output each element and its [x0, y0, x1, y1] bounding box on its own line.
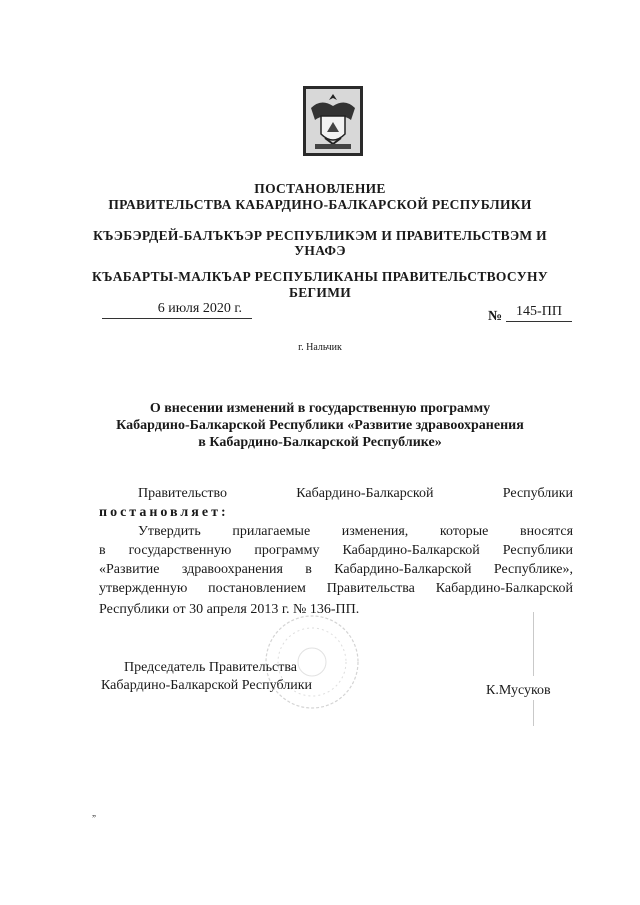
decree-word: постановляет:	[99, 505, 229, 520]
footer-mark: „	[92, 808, 96, 818]
body-line-5: утвержденную постановлением Правительства Кабардино-Балкарской	[99, 581, 573, 596]
issuing-authority-kbd-line1: КЪЭБЭРДЕЙ-БАЛЪКЪЭР РЕСПУБЛИКЭМ И ПРАВИТЕЛЬСТВЭМ И	[93, 228, 547, 243]
body-word: прилагаемые	[232, 524, 311, 539]
body-word: Утвердить	[138, 524, 201, 539]
document-title-line1: О внесении изменений в государственную программу	[149, 401, 491, 416]
issuing-authority-krc-line2: БЕГИМИ	[288, 285, 352, 300]
body-line-3: в государственную программу Кабардино-Балкарской Республики	[99, 543, 573, 558]
signatory-position-line2: Кабардино-Балкарской Республики	[101, 678, 312, 693]
scan-artifact-line	[533, 700, 534, 726]
signatory-position-line1: Председатель Правительства	[124, 660, 297, 675]
issuing-authority-krc-line1: КЪАБАРТЫ-МАЛКЪАР РЕСПУБЛИКАНЫ ПРАВИТЕЛЬСТВОСУНУ	[92, 269, 548, 284]
coat-of-arms-emblem	[303, 86, 363, 156]
issuing-authority-kbd-line2: УНАФЭ	[294, 243, 346, 258]
document-title-line2: Кабардино-Балкарской Республики «Развитие здравоохранения	[116, 418, 524, 433]
issue-city: г. Нальчик	[298, 342, 342, 353]
body-line-1	[138, 486, 573, 502]
body-word: Республики	[502, 486, 573, 501]
issuing-authority-ru: ПРАВИТЕЛЬСТВА КАБАРДИНО-БАЛКАРСКОЙ РЕСПУБЛИКИ	[108, 197, 532, 212]
body-line-2	[138, 524, 573, 540]
body-word: которые	[439, 524, 489, 539]
document-date: 6 июля 2020 г.	[102, 300, 252, 319]
body-word: Правительство	[138, 486, 227, 501]
document-title-line3: в Кабардино-Балкарской Республике»	[198, 435, 442, 450]
body-word: вносятся	[520, 524, 573, 539]
body-line-4: «Развитие здравоохранения в Кабардино-Балкарской Республике»,	[99, 562, 573, 577]
number-sign: №	[488, 309, 503, 324]
body-word: Кабардино-Балкарской	[296, 486, 434, 501]
signatory-name: К.Мусуков	[486, 683, 551, 698]
body-line-6: Республики от 30 апреля 2013 г. № 136-ПП.	[99, 602, 360, 617]
document-type: ПОСТАНОВЛЕНИЕ	[254, 181, 386, 196]
body-word: изменения,	[341, 524, 409, 539]
document-number: 145-ПП	[506, 303, 572, 322]
scan-artifact-line	[533, 612, 534, 676]
